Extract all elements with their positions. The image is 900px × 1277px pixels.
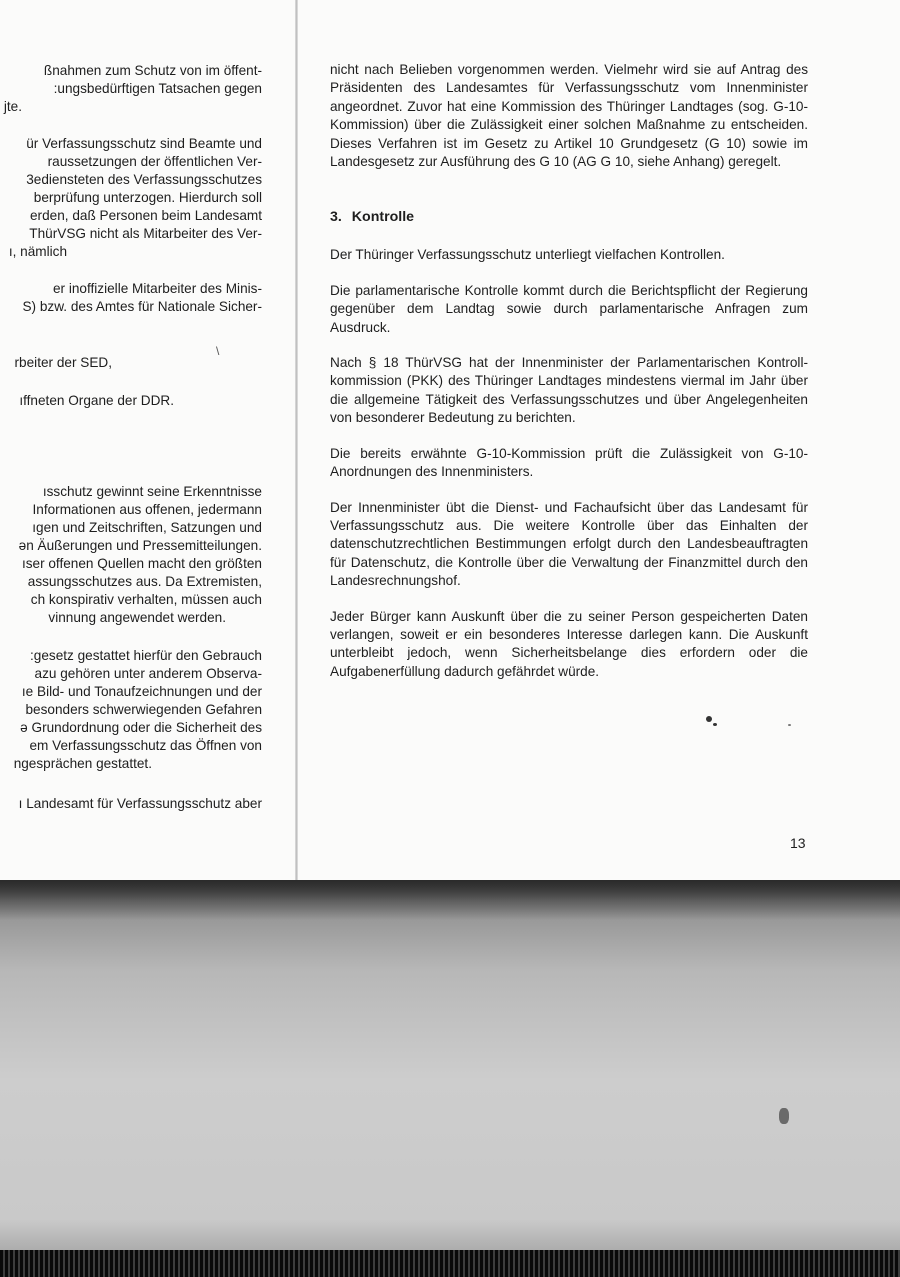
left-line: ür Verfassungsschutz sind Beamte und bbox=[26, 136, 262, 151]
left-line: raussetzungen der öffentlichen Ver- bbox=[47, 154, 262, 169]
paragraph: Der Thüringer Verfassungsschutz unterliegt vielfachen Kontrollen. bbox=[330, 247, 725, 263]
section-number: 3. bbox=[330, 209, 342, 226]
scan-artifact bbox=[779, 1108, 789, 1124]
left-line: ı, nämlich bbox=[8, 244, 67, 259]
left-line: em Verfassungsschutz das Öffnen von bbox=[29, 738, 262, 753]
page-number: 13 bbox=[790, 835, 806, 851]
left-line: :gesetz gestattet hierfür den Gebrauch bbox=[30, 648, 262, 663]
left-line: 3ediensteten des Verfassungsschutzes bbox=[26, 172, 262, 187]
paragraph: Jeder Bürger kann Auskunft über die zu seiner Person gespeicherten Daten verlangen, soweit er ein besonderes Interesse darlegen kann. Die Auskunft unterbleibt jedoch, wenn Sicherheitsbelange dies erfordern oder die Aufgabenerfüllung dadurch gefährdet würde. bbox=[330, 608, 808, 679]
left-line: besonders schwerwiegenden Gefahren bbox=[25, 702, 262, 717]
left-line: berprüfung unterzogen. Hierdurch soll bbox=[33, 190, 262, 205]
paragraph: Die bereits erwähnte G-10-Kommission prüft die Zulässigkeit von G-10-Anordnungen des Innenministers. bbox=[330, 445, 808, 480]
left-line: erden, daß Personen beim Landesamt bbox=[30, 208, 262, 223]
stray-mark: \ bbox=[216, 344, 220, 358]
left-line: er inoffizielle Mitarbeiter des Minis- bbox=[52, 281, 262, 296]
left-line: S) bzw. des Amtes für Nationale Sicher- bbox=[22, 299, 262, 314]
left-line: ıser offenen Quellen macht den größten bbox=[21, 556, 262, 571]
intro-paragraph: nicht nach Belieben vorgenommen werden. Vielmehr wird sie auf Antrag des Präsidenten des Landesamtes für Verfassungsschutz vom Innenminister angeordnet. Zuvor hat eine Kommission des Thüringer Landtages (sog. G-10-Kommission) über die Zulässigkeit einer solchen Maßnahme zu entscheiden. Dieses Verfahren ist im Gesetz zu Artikel 10 Grundgesetz (G 10) sowie im Landesgesetz zur Ausführung des G 10 (AG G 10, siehe Anhang) geregelt. bbox=[330, 62, 808, 170]
paragraph: Die parlamentarische Kontrolle kommt durch die Berichtspflicht der Regierung gegenüber dem Landtag sowie durch parlamentarische Anfragen zum Ausdruck. bbox=[330, 282, 808, 335]
scanner-edge bbox=[0, 1250, 900, 1277]
left-line: ısschutz gewinnt seine Erkenntnisse bbox=[42, 484, 262, 499]
paragraph: Nach § 18 ThürVSG hat der Innenminister der Parlamentarischen Kontrollkommission (PKK) des Thüringer Landtages mindestens viermal im Jahr über die allgemeine Tätigkeit des Verfassungsschutzes und über Angelegenheiten von besonderer Bedeutung zu berichten. bbox=[330, 355, 808, 426]
left-line: ThürVSG nicht als Mitarbeiter des Ver- bbox=[29, 226, 262, 241]
left-line: ßnahmen zum Schutz von im öffent- bbox=[43, 63, 262, 78]
scanner-background bbox=[0, 880, 900, 1277]
left-line: rbeiter der SED, bbox=[14, 355, 112, 370]
left-line: ıe Bild- und Tonaufzeichnungen und der bbox=[21, 684, 262, 699]
ink-speck bbox=[706, 716, 712, 722]
left-line: ən Äußerungen und Pressemitteilungen. bbox=[18, 538, 262, 553]
book-gutter bbox=[295, 0, 298, 880]
left-line: :ungsbedürftigen Tatsachen gegen bbox=[53, 81, 262, 96]
scanner-shadow bbox=[0, 880, 900, 920]
left-line: ch konspirativ verhalten, müssen auch bbox=[30, 592, 262, 607]
left-line: Informationen aus offenen, jedermann bbox=[32, 502, 262, 517]
left-line: assungsschutzes aus. Da Extremisten, bbox=[27, 574, 262, 589]
ink-speck bbox=[713, 723, 717, 726]
left-page-column bbox=[0, 0, 262, 880]
left-line: azu gehören unter anderem Observa- bbox=[34, 666, 262, 681]
paragraph: Der Innenminister übt die Dienst- und Fachaufsicht über das Landesamt für Verfassungsschutz aus. Die weitere Kontrolle über das Einhalten der datenschutzrechtlichen Bestimmungen erfolgt durch den Landesbeauftragten für Datenschutz, die Kontrolle über die Verwaltung der Finanzmittel durch den Landesrechnungshof. bbox=[330, 499, 808, 589]
left-line: jte. bbox=[3, 99, 22, 114]
left-line: ə Grundordnung oder die Sicherheit des bbox=[20, 720, 262, 735]
section-heading bbox=[330, 208, 808, 226]
left-line: ı Landesamt für Verfassungsschutz aber bbox=[18, 796, 262, 811]
left-line: ıgen und Zeitschriften, Satzungen und bbox=[32, 520, 262, 535]
section-title: Kontrolle bbox=[351, 209, 415, 226]
left-line: ıffneten Organe der DDR. bbox=[19, 393, 174, 408]
left-line: ngesprächen gestattet. bbox=[13, 756, 152, 771]
left-line: vinnung angewendet werden. bbox=[48, 610, 226, 625]
ink-speck bbox=[788, 724, 791, 726]
right-page-column bbox=[330, 61, 808, 698]
